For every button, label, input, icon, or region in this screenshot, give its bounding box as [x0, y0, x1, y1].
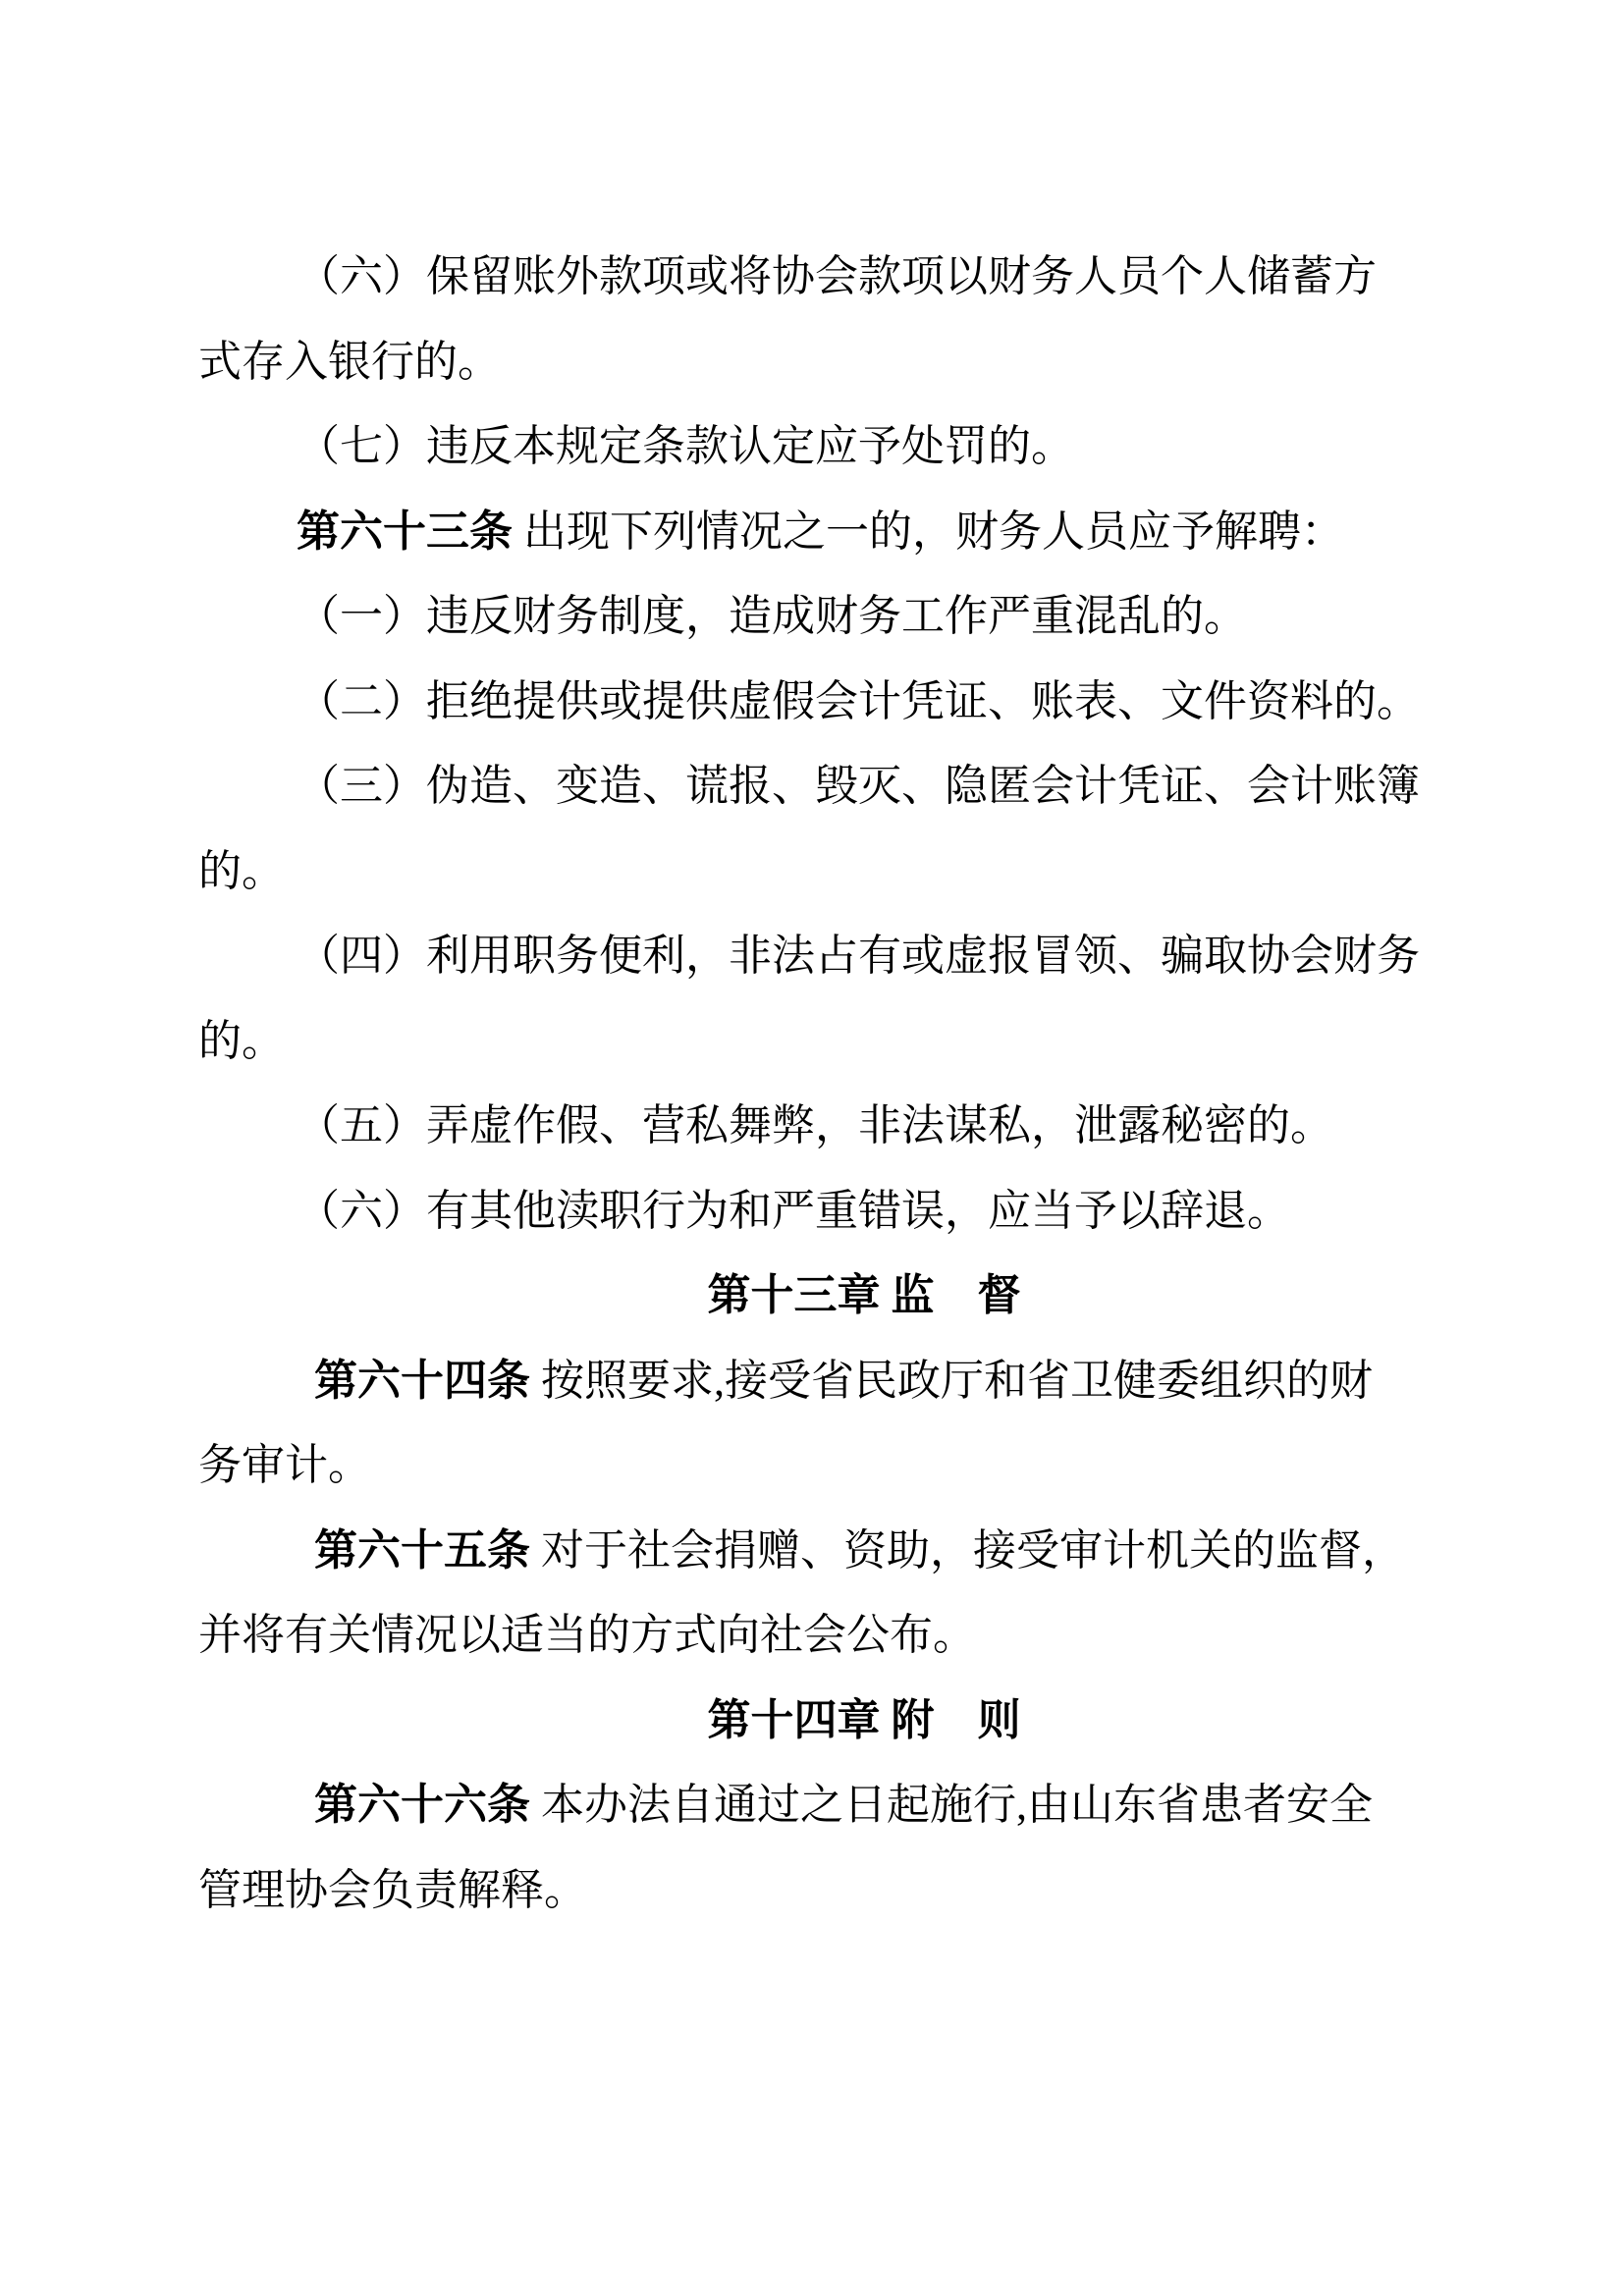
line-text: （五）弄虚作假、营私舞弊，非法谋私，泄露秘密的。 — [297, 1101, 1333, 1149]
line-text: （一）违反财务制度，造成财务工作严重混乱的。 — [297, 592, 1247, 640]
article-number: 第六十六条 — [314, 1781, 530, 1829]
text-line — [198, 490, 1432, 575]
line-text: 第十三章 监 督 — [707, 1271, 1021, 1319]
text-line — [198, 574, 1432, 660]
text-line — [198, 1509, 1432, 1594]
line-text: （二）拒绝提供或提供虚假会计凭证、账表、文件资料的。 — [297, 676, 1420, 725]
article-number: 第六十三条 — [297, 507, 513, 556]
line-text: 按照要求,接受省民政厅和省卫健委组织的财 — [530, 1356, 1373, 1405]
text-line — [198, 1084, 1432, 1169]
text-line — [198, 1763, 1432, 1848]
line-text: （七）违反本规定条款认定应予处罚的。 — [297, 422, 1074, 470]
text-line — [198, 320, 1432, 405]
line-text: （六）有其他渎职行为和严重错误，应当予以辞退。 — [297, 1186, 1290, 1235]
text-line — [198, 744, 1432, 829]
chapter-heading — [198, 1679, 1432, 1764]
line-text: 的。 — [198, 846, 285, 895]
text-line — [198, 660, 1432, 745]
text-line — [198, 914, 1432, 999]
line-text: 的。 — [198, 1016, 285, 1065]
text-line — [198, 1848, 1432, 1934]
line-text: 管理协会负责解释。 — [198, 1865, 587, 1914]
text-line — [198, 235, 1432, 320]
chapter-heading — [198, 1254, 1432, 1339]
text-line — [198, 1593, 1432, 1679]
line-text: （四）利用职务便利，非法占有或虚报冒领、骗取协会财务 — [297, 932, 1420, 980]
article-number: 第六十五条 — [314, 1525, 530, 1575]
text-line — [198, 1169, 1432, 1255]
line-text: 出现下列情况之一的，财务人员应予解聘： — [513, 507, 1344, 556]
line-text: 本办法自通过之日起施行,由山东省患者安全 — [530, 1781, 1373, 1829]
line-text: （三）伪造、变造、谎报、毁灭、隐匿会计凭证、会计账簿 — [297, 762, 1420, 810]
text-line — [198, 1423, 1432, 1509]
document-body — [198, 235, 1432, 1933]
text-line — [198, 1339, 1432, 1424]
text-line — [198, 404, 1432, 490]
line-text: 式存入银行的。 — [198, 337, 501, 386]
text-line — [198, 829, 1432, 915]
line-text: 对于社会捐赠、资助，接受审计机关的监督， — [530, 1525, 1405, 1575]
article-number: 第六十四条 — [314, 1356, 530, 1405]
text-line — [198, 999, 1432, 1085]
line-text: 并将有关情况以适当的方式向社会公布。 — [198, 1611, 976, 1659]
line-text: 第十四章 附 则 — [707, 1695, 1021, 1744]
line-text: （六）保留账外款项或将协会款项以财务人员个人储蓄方 — [297, 252, 1377, 300]
line-text: 务审计。 — [198, 1441, 371, 1489]
